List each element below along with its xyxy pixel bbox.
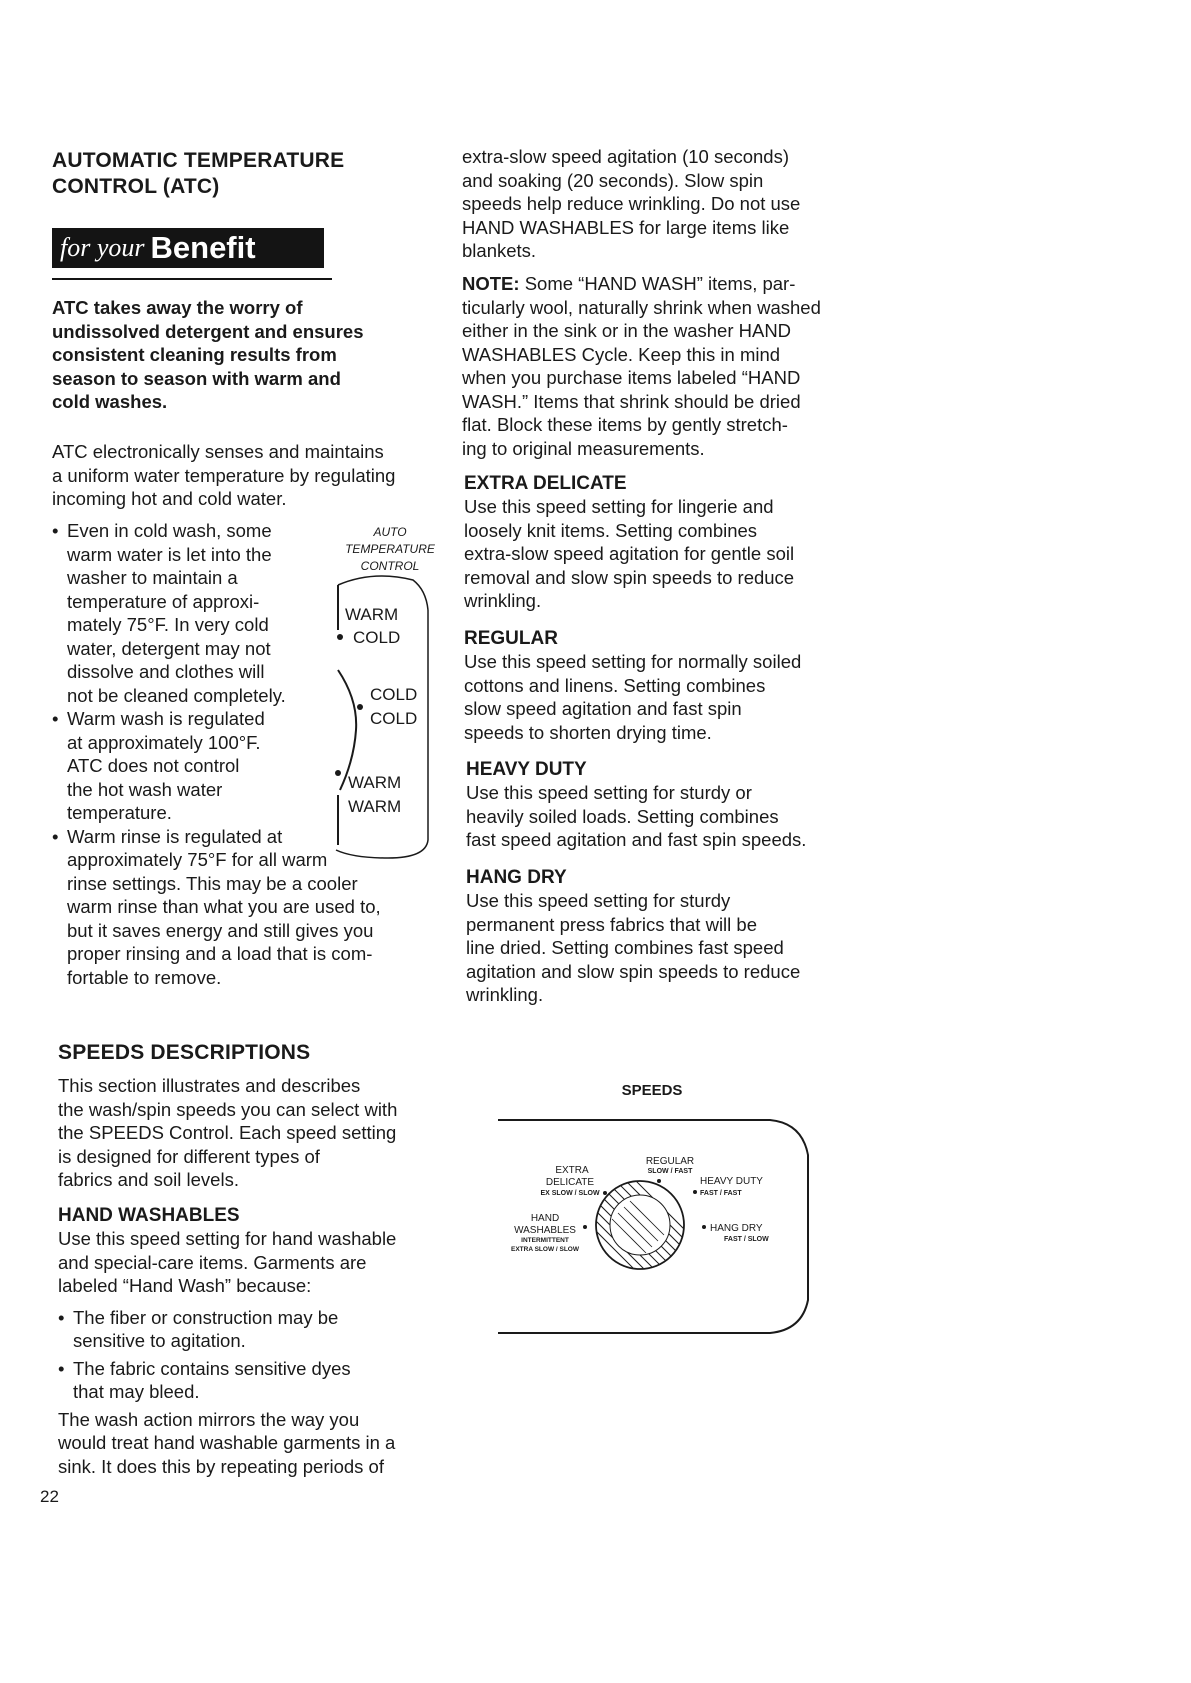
hand-washables-line: and special-care items. Garments are (58, 1251, 367, 1273)
speeds-intro-line: the SPEEDS Control. Each speed setting (58, 1122, 397, 1143)
hand-bullet-1 (58, 1306, 478, 1353)
regular-section (464, 627, 884, 744)
note-line: WASH.” Items that shrink should be dried (462, 390, 801, 412)
atc-para-line: ATC electronically senses and maintains (52, 441, 384, 462)
hand-washables-line: would treat hand washable garments in a (58, 1432, 396, 1453)
bullet-line: approximately 75°F for all warm (67, 849, 328, 870)
atc-para-line: a uniform water temperature by regulating (52, 464, 396, 486)
note-text: Some “HAND WASH” items, par- (519, 273, 796, 294)
hang-dry-line: wrinkling. (466, 984, 544, 1005)
speeds-marker (693, 1190, 697, 1194)
right-line: and soaking (20 seconds). Slow spin (462, 169, 764, 191)
atc-heading-line2: CONTROL (ATC) (52, 175, 220, 198)
bullet-line: at approximately 100°F. (67, 731, 261, 753)
hand-washables-line: labeled “Hand Wash” because: (58, 1275, 312, 1296)
note-line: flat. Block these items by gently stretch- (462, 414, 788, 435)
bullet-dot: • (52, 708, 59, 729)
setting-1-top: WARM (345, 605, 399, 624)
bullet-dot: • (52, 520, 59, 541)
extra-delicate-heading: EXTRA DELICATE (464, 473, 627, 494)
hang-dry-line: agitation and slow spin speeds to reduce (466, 960, 801, 982)
speeds-marker (583, 1225, 587, 1229)
speeds-label-heavy: HEAVY DUTY (700, 1176, 763, 1187)
regular-line: Use this speed setting for normally soiled (464, 651, 802, 672)
note-line: when you purchase items labeled “HAND (462, 367, 801, 388)
atc-paragraph (52, 440, 462, 511)
right-line: HAND WASHABLES for large items like (462, 216, 790, 238)
bullet-line: dissolve and clothes will (67, 661, 265, 682)
note-line: either in the sink or in the washer HAND (462, 320, 792, 341)
regular-line: slow speed agitation and fast spin (464, 698, 742, 719)
setting-marker (357, 704, 363, 710)
setting-2-top: COLD (370, 685, 418, 704)
speeds-label-hang: HANG DRY (710, 1223, 763, 1234)
bullet-line: washer to maintain a (67, 567, 238, 588)
speeds-intro-line: the wash/spin speeds you can select with (58, 1098, 398, 1120)
for-your-benefit-banner (52, 228, 332, 280)
right-line: blankets. (462, 240, 537, 261)
bullet-line: not be cleaned completely. (67, 684, 286, 706)
extra-delicate-line: removal and slow spin speeds to reduce (464, 566, 795, 588)
heavy-duty-line: Use this speed setting for sturdy or (466, 782, 752, 803)
speeds-marker (603, 1191, 607, 1195)
bullet-line: Warm rinse is regulated at (67, 825, 283, 847)
speeds-marker (702, 1225, 706, 1229)
heavy-duty-line: heavily soiled loads. Setting combines (466, 805, 779, 827)
speeds-intro-line: This section illustrates and describes (58, 1075, 361, 1096)
setting-marker (337, 634, 343, 640)
regular-line: speeds to shorten drying time. (464, 721, 712, 743)
heavy-duty-line: fast speed agitation and fast spin speeds. (466, 829, 807, 850)
speeds-label-extra: EXTRA (555, 1165, 589, 1176)
speeds-sub-extra: EX SLOW / SLOW (540, 1190, 600, 1197)
bullet-line: sensitive to agitation. (73, 1330, 246, 1351)
bullet-line: Warm wash is regulated (67, 708, 265, 729)
speeds-descriptions-title: SPEEDS DESCRIPTIONS (58, 1041, 311, 1064)
hand-washables-line: sink. It does this by repeating periods of (58, 1455, 384, 1477)
bullet-line: ATC does not control (67, 755, 240, 776)
hand-washables-line: Use this speed setting for hand washable (58, 1228, 397, 1249)
speeds-dial (490, 1075, 820, 1345)
setting-3-top: WARM (348, 773, 402, 792)
atc-heading (52, 148, 344, 200)
hand-washables-section (58, 1204, 478, 1478)
page-number: 22 (40, 1487, 59, 1506)
extra-delicate-line: loosely knit items. Setting combines (464, 519, 758, 541)
hang-dry-section (466, 866, 886, 1007)
benefit-small-text: for your (60, 233, 145, 262)
benefit-big-text: Benefit (150, 230, 256, 265)
bullet-dot: • (58, 1357, 65, 1379)
speeds-label-hand: HAND (530, 1213, 560, 1224)
bullet-line: The fabric contains sensitive dyes (73, 1357, 351, 1379)
hand-bullet-2 (58, 1357, 478, 1404)
note-line: WASHABLES Cycle. Keep this in mind (462, 343, 781, 365)
speeds-sub-hang: FAST / SLOW (724, 1236, 769, 1243)
setting-2-bottom: COLD (370, 709, 418, 728)
bullet-line: rinse settings. This may be a cooler (67, 872, 358, 894)
setting-3-bottom: WARM (348, 797, 402, 816)
atc-para-line: incoming hot and cold water. (52, 488, 287, 509)
hand-washables-continued (462, 145, 882, 263)
bullet-dot: • (58, 1306, 65, 1328)
right-line: extra-slow speed agitation (10 seconds) (462, 146, 790, 167)
bullet-line: water, detergent may not (67, 637, 271, 659)
setting-marker (335, 770, 341, 776)
bullet-line: temperature. (67, 802, 172, 823)
right-line: speeds help reduce wrinkling. Do not use (462, 193, 801, 214)
bullet-line: warm rinse than what you are used to, (67, 896, 381, 917)
speeds-dial-title: SPEEDS (621, 1082, 683, 1099)
extra-delicate-section (464, 472, 884, 613)
dial-outline (336, 610, 428, 858)
bullet-line: that may bleed. (73, 1381, 200, 1402)
hand-washables-line: The wash action mirrors the way you (58, 1408, 360, 1430)
atc-intro (52, 296, 432, 414)
atc-intro-line: ATC takes away the worry of (52, 297, 303, 318)
speeds-intro-line: is designed for different types of (58, 1145, 320, 1167)
note-line: ing to original measurements. (462, 437, 705, 459)
speeds-sub-regular: SLOW / FAST (647, 1168, 693, 1175)
extra-delicate-line: wrinkling. (464, 590, 542, 611)
speeds-label-regular: REGULAR (645, 1156, 695, 1167)
bullet-line: proper rinsing and a load that is com- (67, 943, 373, 964)
bullet-line: but it saves energy and still gives you (67, 919, 374, 941)
atc-intro-line: cold washes. (52, 391, 168, 412)
bullet-line: mately 75°F. In very cold (67, 614, 269, 635)
extra-delicate-line: Use this speed setting for lingerie and (464, 496, 774, 517)
heavy-duty-heading: HEAVY DUTY (466, 759, 587, 780)
atc-intro-line: consistent cleaning results from (52, 344, 337, 365)
hang-dry-line: line dried. Setting combines fast speed (466, 937, 784, 958)
hang-dry-line: permanent press fabrics that will be (466, 913, 757, 935)
note-line: ticularly wool, naturally shrink when washed (462, 296, 821, 318)
bullet-line: Even in cold wash, some (67, 520, 272, 541)
auto-temperature-control-dial (318, 520, 448, 870)
speeds-label-washables: WASHABLES (514, 1225, 576, 1236)
regular-heading: REGULAR (464, 628, 558, 649)
dial-title-line: CONTROL (360, 559, 420, 573)
note-label: NOTE: (462, 273, 520, 294)
speeds-marker (657, 1179, 661, 1183)
atc-heading-line1: AUTOMATIC TEMPERATURE (52, 149, 345, 172)
bullet-line: fortable to remove. (67, 966, 222, 988)
bullet-line: the hot wash water (67, 778, 223, 800)
speeds-intro-line: fabrics and soil levels. (58, 1169, 239, 1190)
dial-title-line: AUTO (373, 525, 407, 539)
speeds-sub-hand-2: EXTRA SLOW / SLOW (510, 1246, 580, 1253)
bullet-line: temperature of approxi- (67, 590, 260, 612)
regular-line: cottons and linens. Setting combines (464, 674, 766, 696)
hand-washables-heading: HAND WASHABLES (58, 1205, 240, 1226)
note-block (462, 272, 882, 460)
speeds-intro (58, 1074, 478, 1192)
bullet-dot: • (52, 825, 59, 847)
extra-delicate-line: extra-slow speed agitation for gentle soil (464, 543, 795, 564)
hang-dry-heading: HANG DRY (466, 867, 567, 888)
speeds-sub-heavy: FAST / FAST (700, 1190, 742, 1197)
hang-dry-line: Use this speed setting for sturdy (466, 890, 731, 911)
bullet-line: The fiber or construction may be (73, 1306, 339, 1328)
note-first-line (462, 272, 882, 296)
bullet-line: warm water is let into the (67, 543, 272, 565)
speeds-sub-hand: INTERMITTENT (521, 1237, 569, 1244)
setting-1-bottom: COLD (353, 628, 401, 647)
speeds-label-delicate: DELICATE (545, 1177, 595, 1188)
speeds-descriptions-heading (58, 1040, 310, 1066)
dial-title-line: TEMPERATURE (345, 542, 435, 556)
atc-intro-line: undissolved detergent and ensures (52, 320, 364, 342)
heavy-duty-section (466, 758, 886, 852)
atc-intro-line: season to season with warm and (52, 367, 341, 389)
benefit-rule (52, 278, 332, 280)
speeds-knob-center (610, 1195, 670, 1255)
hand-washables-bullets (58, 1306, 478, 1404)
benefit-label (52, 228, 324, 268)
